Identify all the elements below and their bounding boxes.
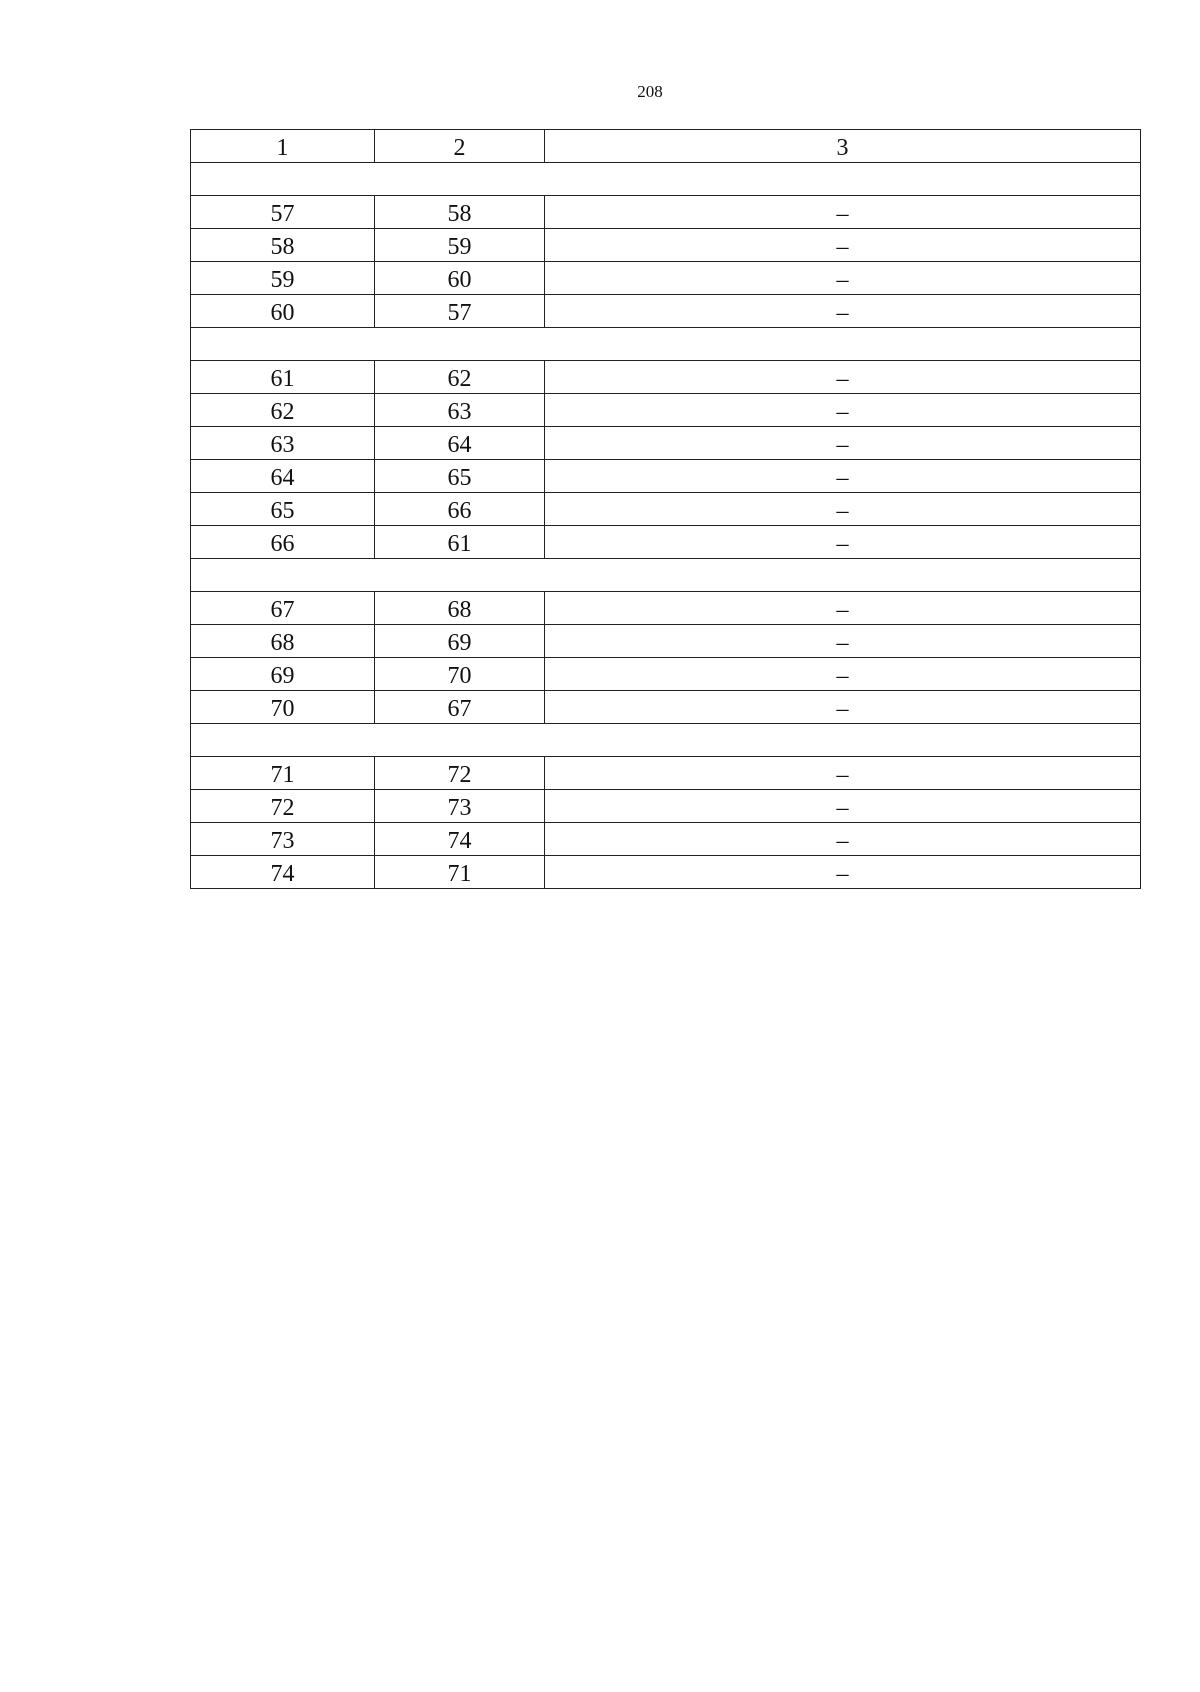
section-cell bbox=[191, 163, 1141, 196]
table-row bbox=[191, 691, 1141, 724]
section-row bbox=[191, 724, 1141, 757]
table-row bbox=[191, 460, 1141, 493]
table-cell: 72 bbox=[375, 757, 545, 790]
table-cell: 57 bbox=[191, 196, 375, 229]
table-cell: – bbox=[545, 460, 1141, 493]
section-row bbox=[191, 559, 1141, 592]
table-cell: 65 bbox=[191, 493, 375, 526]
table-cell: – bbox=[545, 856, 1141, 889]
table-cell: 69 bbox=[191, 658, 375, 691]
table-cell: 66 bbox=[191, 526, 375, 559]
table-cell: 61 bbox=[191, 361, 375, 394]
table-cell: 59 bbox=[191, 262, 375, 295]
table-cell: 64 bbox=[191, 460, 375, 493]
table-cell: 72 bbox=[191, 790, 375, 823]
table-cell: – bbox=[545, 394, 1141, 427]
section-cell bbox=[191, 559, 1141, 592]
table-cell: 62 bbox=[375, 361, 545, 394]
table-row bbox=[191, 295, 1141, 328]
table-cell: 58 bbox=[375, 196, 545, 229]
header-cell: 2 bbox=[375, 130, 545, 163]
table-cell: – bbox=[545, 262, 1141, 295]
table-cell: 64 bbox=[375, 427, 545, 460]
table-row bbox=[191, 658, 1141, 691]
section-row bbox=[191, 328, 1141, 361]
table-cell: – bbox=[545, 592, 1141, 625]
table-row bbox=[191, 196, 1141, 229]
table-cell: – bbox=[545, 526, 1141, 559]
table-row bbox=[191, 427, 1141, 460]
table-cell: – bbox=[545, 823, 1141, 856]
table-row bbox=[191, 790, 1141, 823]
table-header-row bbox=[191, 130, 1141, 163]
table-cell: 57 bbox=[375, 295, 545, 328]
table-row bbox=[191, 823, 1141, 856]
table-row bbox=[191, 229, 1141, 262]
table-cell: 74 bbox=[191, 856, 375, 889]
table-cell: 70 bbox=[375, 658, 545, 691]
table-cell: 68 bbox=[191, 625, 375, 658]
table-cell: – bbox=[545, 196, 1141, 229]
table-row bbox=[191, 394, 1141, 427]
table-cell: 71 bbox=[191, 757, 375, 790]
table-cell: – bbox=[545, 229, 1141, 262]
table-cell: – bbox=[545, 493, 1141, 526]
table-cell: 69 bbox=[375, 625, 545, 658]
data-table bbox=[190, 129, 1141, 889]
table-cell: 67 bbox=[191, 592, 375, 625]
table-cell: – bbox=[545, 295, 1141, 328]
table-row bbox=[191, 757, 1141, 790]
table-cell: – bbox=[545, 757, 1141, 790]
table-row bbox=[191, 526, 1141, 559]
table-cell: 63 bbox=[191, 427, 375, 460]
table-cell: 63 bbox=[375, 394, 545, 427]
table-cell: 60 bbox=[375, 262, 545, 295]
table-cell: – bbox=[545, 691, 1141, 724]
table-cell: – bbox=[545, 658, 1141, 691]
table-cell: 71 bbox=[375, 856, 545, 889]
table-body bbox=[191, 130, 1141, 889]
table-row bbox=[191, 493, 1141, 526]
header-cell: 1 bbox=[191, 130, 375, 163]
page-number: 208 bbox=[637, 82, 663, 101]
table-cell: 66 bbox=[375, 493, 545, 526]
table-cell: – bbox=[545, 625, 1141, 658]
table-cell: 68 bbox=[375, 592, 545, 625]
table-row bbox=[191, 856, 1141, 889]
table-cell: 70 bbox=[191, 691, 375, 724]
table-row bbox=[191, 262, 1141, 295]
table-cell: 62 bbox=[191, 394, 375, 427]
table-cell: 73 bbox=[191, 823, 375, 856]
table-cell: 60 bbox=[191, 295, 375, 328]
table-cell: – bbox=[545, 427, 1141, 460]
table-cell: 61 bbox=[375, 526, 545, 559]
table-cell: – bbox=[545, 790, 1141, 823]
table-cell: 73 bbox=[375, 790, 545, 823]
table-cell: 59 bbox=[375, 229, 545, 262]
table-cell: 67 bbox=[375, 691, 545, 724]
header-cell: 3 bbox=[545, 130, 1141, 163]
section-cell bbox=[191, 328, 1141, 361]
table-cell: – bbox=[545, 361, 1141, 394]
table-row bbox=[191, 592, 1141, 625]
table-cell: 65 bbox=[375, 460, 545, 493]
section-row bbox=[191, 163, 1141, 196]
table-cell: 74 bbox=[375, 823, 545, 856]
table-cell: 58 bbox=[191, 229, 375, 262]
section-cell bbox=[191, 724, 1141, 757]
table-row bbox=[191, 361, 1141, 394]
table-row bbox=[191, 625, 1141, 658]
